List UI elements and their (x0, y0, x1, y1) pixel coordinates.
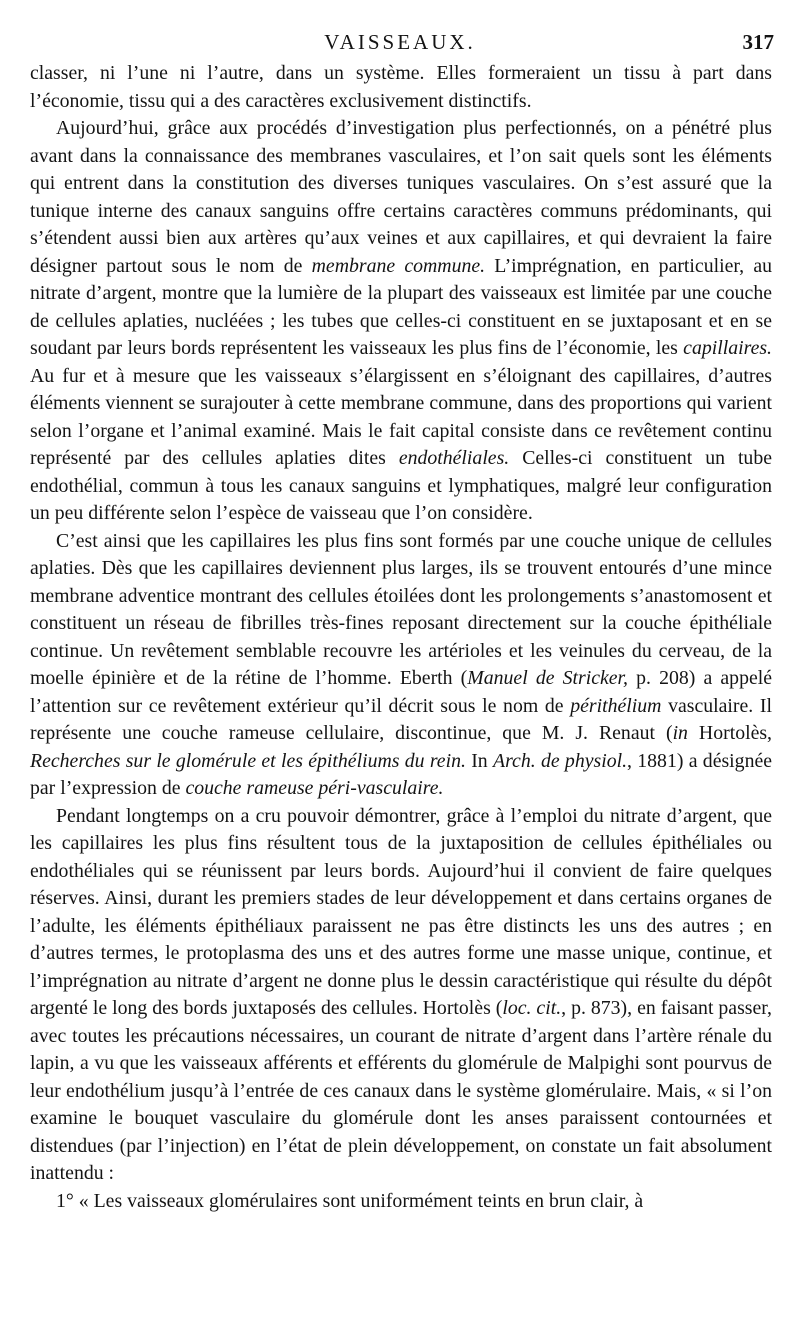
italic-text: couche rameuse péri-vasculaire. (185, 777, 444, 799)
paragraph (30, 528, 772, 803)
text-segment: Celles-ci constituent un tube endothélial, commun à tous les canaux sanguins et lymphatiques, malgré leur configuration un peu différente selon l’espèce de vaisseau que l’on considère. (30, 447, 772, 524)
paragraph (30, 803, 772, 1188)
italic-text: loc. cit. (502, 997, 562, 1019)
text-segment: , p. 873), en faisant passer, avec toutes les précautions nécessaires, un courant de nitrate d’argent dans l’artère rénale du lapin, a vu que les vaisseaux afférents et efférents du glomérule de Malpighi sont pourvus de leur endothélium jusqu’à l’entrée de ces canaux dans le système glomérulaire. Mais, « si l’on examine le bouquet vasculaire du glomérule dont les anses paraissent contournées et distendues (par l’injection) en l’état de plein développement, on constate un fait absolument inattendu : (30, 997, 772, 1184)
italic-text: in (672, 722, 688, 744)
italic-text: périthélium (570, 694, 662, 717)
italic-text: Manuel de Stricker, (467, 667, 629, 689)
text-segment: L’imprégnation, en particulier, au nitrate d’argent, montre que la lumière de la plupart des vaisseaux est limitée par une couche de cellules aplaties, nucléées ; les tubes que celles-ci constituent en se juxtaposant et en se soudant par leurs bords représentent les vaisseaux les plus fins de l’économie, les (30, 254, 772, 359)
text-segment: In (465, 749, 493, 772)
text-segment: Pendant longtemps on a cru pouvoir démontrer, grâce à l’emploi du nitrate d’argent, que les capillaires les plus fins résultent tous de la juxtaposition de cellules épithéliales ou endothéliales qui se réunissent par leurs bords. Aujourd’hui il convient de faire quelques réserves. Ainsi, durant les premiers stades de leur développement et dans certains organes de l’adulte, les éléments épithéliaux paraissent ne pas être distincts les uns des autres ; en d’autres termes, le protoplasma des uns et des autres forme une masse unique, continue, et l’imprégnation au nitrate d’argent ne donne plus le dessin caractéristique qui résulte du dépôt argenté le long des bords juxtaposés des cellules. Hortolès ( (30, 804, 772, 1019)
italic-text: Recherches sur le glomérule et les épithéliums du rein. (30, 749, 466, 772)
text-segment: , 1881) a désignée par l’expression de (30, 749, 773, 799)
italic-text: membrane commune. (311, 254, 486, 277)
text-segment: Hortolès, (687, 722, 773, 744)
page-header (26, 20, 774, 60)
text-segment: vasculaire. Il représente une couche rameuse cellulaire, discontinue, que M. J. Renaut ( (30, 694, 772, 744)
text-segment: classer, ni l’une ni l’autre, dans un système. Elles formeraient un tissu à part dans l’économie, tissu qui a des caractères exclusivement distinctifs. (30, 62, 772, 112)
text-segment: p. 208) a appelé l’attention sur ce revêtement extérieur qu’il décrit sous le nom de (30, 667, 773, 717)
paragraph (30, 60, 772, 115)
text-segment: Au fur et à mesure que les vaisseaux s’élargissent en s’éloignant des capillaires, d’autres éléments viennent se surajouter à cette membrane commune, dans des proportions qui varient selon l’organe et l’animal examiné. Mais le fait capital consiste dans ce revêtement continu représenté par des cellules aplaties dites (30, 364, 772, 469)
italic-text: Arch. de physiol. (493, 749, 628, 772)
text-segment: 1° « Les vaisseaux glomérulaires sont uniformément teints en brun clair, à (56, 1189, 644, 1212)
text-segment: C’est ainsi que les capillaires les plus fins sont formés par une couche unique de cellules aplaties. Dès que les capillaires deviennent plus larges, ils se trouvent entourés d’une mince membrane adventice montrant des cellules étoilées dont les prolongements s’anastomosent et constituent un réseau de fibrilles très-fines reposant directement sur la couche épithéliale continue. Un revêtement semblable recouvre les artérioles et les veinules du cerveau, de la moelle épinière et de la rétine de l’homme. Eberth ( (30, 529, 772, 689)
paragraph (30, 115, 772, 528)
body-text (30, 60, 772, 1215)
italic-text: endothéliales. (398, 447, 510, 469)
italic-text: capillaires. (683, 337, 772, 359)
running-head: VAISSEAUX. (324, 30, 476, 54)
text-segment: Aujourd’hui, grâce aux procédés d’investigation plus perfectionnés, on a pénétré plus avant dans la connaissance des membranes vasculaires, et l’on sait quels sont les éléments qui entrent dans la constitution des diverses tuniques vasculaires. On s’est assuré que la tunique interne des canaux sanguins offre certains caractères communs prédominants, qui s’étendent aussi bien aux artères qu’aux veines et aux capillaires, et qui devraient la faire désigner partout sous le nom de (30, 117, 772, 277)
page-number: 317 (742, 30, 774, 54)
paragraph (30, 1188, 772, 1216)
